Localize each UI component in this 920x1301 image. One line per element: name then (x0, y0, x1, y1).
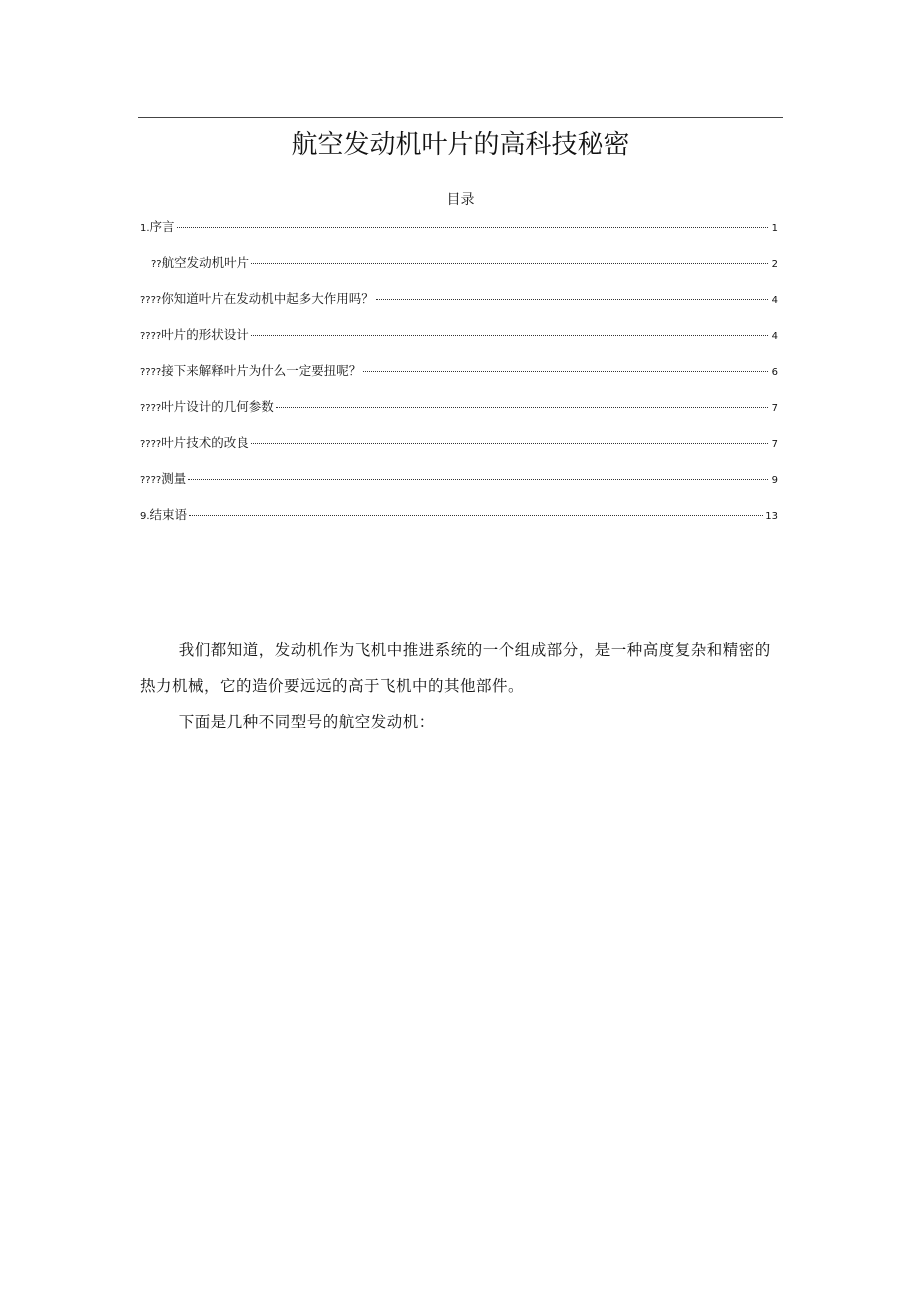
toc-entry[interactable] (140, 218, 778, 254)
toc-dot-leader (251, 442, 768, 444)
paragraph: 下面是几种不同型号的航空发动机： (178, 713, 435, 731)
toc-entry-title: 序言 (149, 219, 175, 234)
toc-entry-title: 叶片设计的几何参数 (161, 399, 274, 414)
toc-entry[interactable] (140, 398, 778, 434)
toc-dot-leader (188, 478, 768, 480)
toc-entry-number: 9. (140, 511, 150, 522)
toc-entry-page: 7 (771, 403, 778, 414)
toc-entry-title: 航空发动机叶片 (161, 255, 250, 270)
toc-entry-title: 结束语 (149, 507, 188, 522)
toc-entry[interactable] (140, 434, 778, 470)
toc-entry[interactable] (140, 290, 778, 326)
paragraph: 我们都知道，发动机作为飞机中推进系统的一个组成部分，是一种高度复杂和精密的热力机械，它的造价要远远的高于飞机中的其他部件。 (140, 641, 771, 695)
toc-entry-page: 2 (771, 259, 778, 270)
toc-entry[interactable] (140, 254, 778, 290)
toc-dot-leader (177, 226, 768, 228)
toc-entry[interactable] (140, 362, 778, 398)
toc-dot-leader (251, 262, 768, 264)
toc-entry-page: 6 (771, 367, 778, 378)
document-title: 航空发动机叶片的高科技秘密 (291, 130, 630, 160)
toc-entry-page: 9 (771, 475, 778, 486)
toc-entry-number: ???? (140, 475, 162, 486)
toc-entry-page: 4 (771, 295, 778, 306)
toc-entry-title: 接下来解释叶片为什么一定要扭呢？ (161, 363, 362, 378)
toc-dot-leader (363, 370, 768, 372)
toc-dot-leader (376, 298, 768, 300)
toc-entry[interactable] (140, 326, 778, 362)
toc-entry-title: 叶片技术的改良 (161, 435, 249, 450)
toc-entry-number: ???? (140, 295, 162, 306)
toc-entry-page: 1 (771, 223, 778, 234)
toc-entry-title: 测量 (161, 471, 187, 486)
toc-heading: 目录 (446, 192, 475, 208)
header-rule (138, 117, 783, 118)
toc-entry-title: 叶片的形状设计 (161, 327, 249, 342)
toc-entry-page: 4 (771, 331, 778, 342)
toc-entry-page: 7 (771, 439, 778, 450)
toc-entry-title: 你知道叶片在发动机中起多大作用吗？ (161, 291, 374, 306)
toc-entry-page: 13 (765, 511, 778, 522)
table-of-contents (140, 218, 778, 542)
toc-entry-number: ???? (140, 403, 162, 414)
toc-entry[interactable] (140, 506, 778, 542)
toc-entry-number: 1. (140, 223, 150, 234)
toc-entry-number: ???? (140, 439, 162, 450)
toc-entry-number: ???? (140, 367, 162, 378)
toc-dot-leader (276, 406, 768, 408)
toc-entry[interactable] (140, 470, 778, 506)
body-text (140, 632, 780, 740)
toc-entry-number: ???? (140, 331, 162, 342)
toc-dot-leader (189, 514, 763, 516)
toc-dot-leader (251, 334, 768, 336)
toc-entry-number: ?? (151, 259, 162, 270)
